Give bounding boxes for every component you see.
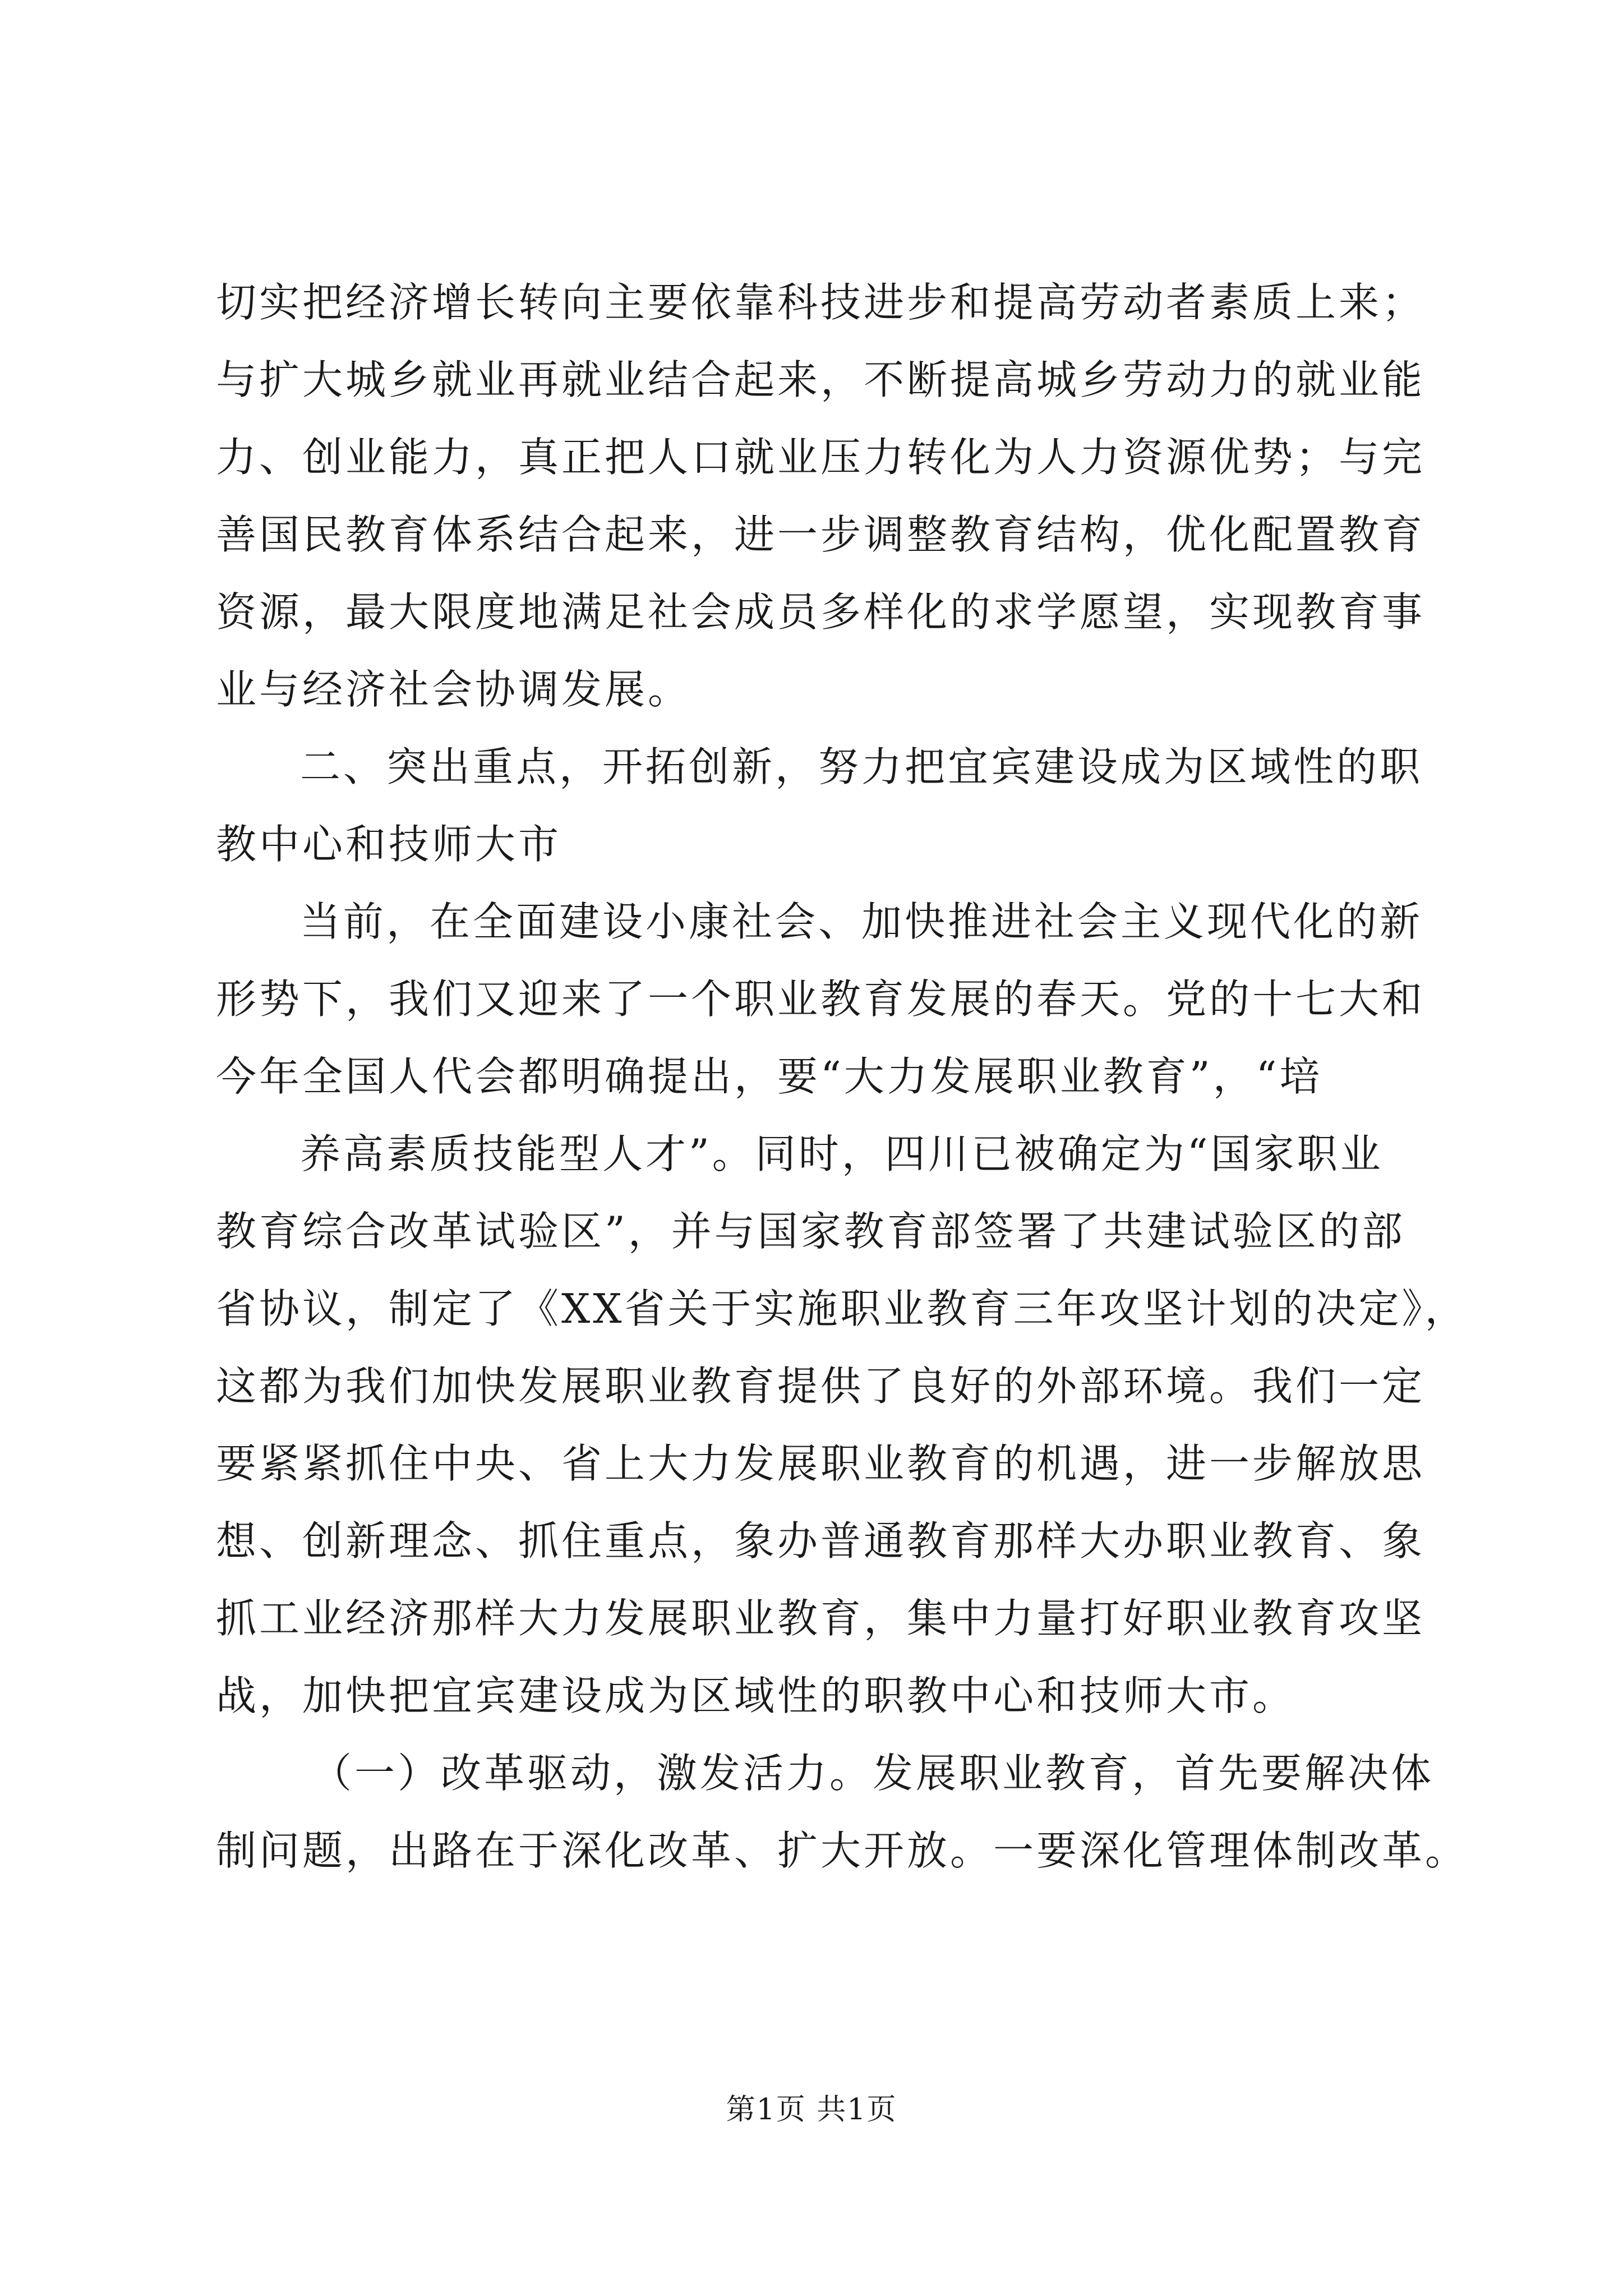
page-number-footer: 第1页 共1页: [726, 2093, 897, 2127]
section-heading-line: 二、突出重点，开拓创新，努力把宜宾建设成为区域性的职: [300, 743, 1423, 790]
subsection-line: （一）改革驱动，激发活力。发展职业教育，首先要解决体: [311, 1750, 1435, 1797]
text-line: 善国民教育体系结合起来，进一步调整教育结构，优化配置教育: [216, 511, 1426, 558]
text-line: 省协议，制定了《XX省关于实施职业教育三年攻坚计划的决定》，: [216, 1285, 1468, 1332]
text-line: 抓工业经济那样大力发展职业教育，集中力量打好职业教育攻坚: [216, 1595, 1426, 1642]
document-body: [216, 264, 1469, 1889]
text-line: 战，加快把宜宾建设成为区域性的职教中心和技师大市。: [216, 1672, 1296, 1719]
text-line: 养高素质技能型人才”。同时，四川已被确定为“国家职业: [300, 1130, 1384, 1177]
text-line: 力、创业能力，真正把人口就业压力转化为人力资源优势；与完: [216, 434, 1426, 481]
text-line: 想、创新理念、抓住重点，象办普通教育那样大办职业教育、象: [216, 1517, 1426, 1565]
text-line: 要紧紧抓住中央、省上大力发展职业教育的机遇，进一步解放思: [216, 1440, 1426, 1487]
text-line: 制问题，出路在于深化改革、扩大开放。一要深化管理体制改革。: [216, 1827, 1469, 1874]
text-line: 切实把经济增长转向主要依靠科技进步和提高劳动者素质上来；: [216, 279, 1426, 326]
text-line: 今年全国人代会都明确提出，要“大力发展职业教育”，“培: [216, 1053, 1323, 1100]
text-line: 形势下，我们又迎来了一个职业教育发展的春天。党的十七大和: [216, 976, 1426, 1023]
text-line: 教育综合改革试验区”，并与国家教育部签署了共建试验区的部: [216, 1208, 1405, 1255]
text-line: 当前，在全面建设小康社会、加快推进社会主义现代化的新: [300, 898, 1423, 945]
text-line: 这都为我们加快发展职业教育提供了良好的外部环境。我们一定: [216, 1363, 1426, 1410]
text-line: 资源，最大限度地满足社会成员多样化的求学愿望，实现教育事: [216, 588, 1426, 636]
text-line: 业与经济社会协调发展。: [216, 666, 691, 713]
text-line: 与扩大城乡就业再就业结合起来，不断提高城乡劳动力的就业能: [216, 356, 1426, 403]
section-heading-line: 教中心和技师大市: [216, 821, 562, 868]
